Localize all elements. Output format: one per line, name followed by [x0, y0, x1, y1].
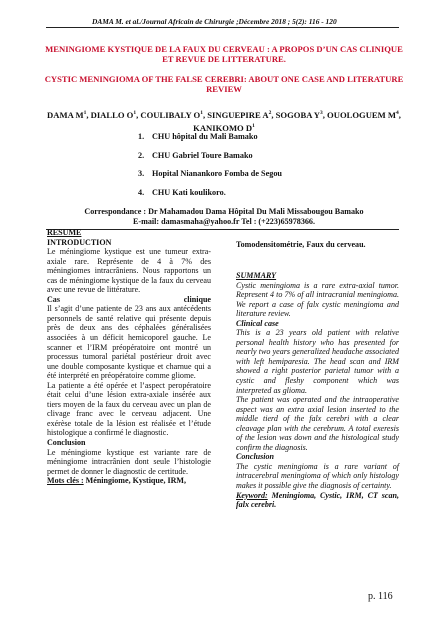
affiliation-item: 1. CHU hôpital du Mali Bamako: [138, 132, 258, 141]
keywords-french: Mots clés : Méningiome, Kystique, IRM,: [47, 476, 187, 486]
correspondence-block: [40, 207, 408, 228]
author: SOGOBA $Y^3$: [275, 109, 323, 120]
author: SINGUEPIRE $A^2$: [207, 109, 272, 120]
summary-intro-paragraph: Cystic meningioma is a rare extra-axial tumor. Represent 4 to 7% of all intracranial meningioma. We report a case of falx cystic meningioma and literature review.: [236, 280, 399, 319]
affiliation-list: [138, 132, 282, 206]
page-number: p. 116: [368, 591, 393, 602]
author-list: DAMA $M^1$, DIALLO $O^1$, COULIBALY $O^1$, SINGUEPIRE $A^2$, SOGOBA $Y^3$, OUOLOGUEM $M^4$, KANIKOMO $D^1$: [47, 109, 401, 133]
affiliation-item: 4. CHU Kati koulikoro.: [138, 187, 226, 197]
author: DAMA $M^1$: [47, 109, 87, 120]
conclusion-paragraph: Le méningiome kystique est variante rare de méningiome intracrânien dont seule l’histologie permet de donner le diagnostic de certitude.: [47, 447, 211, 476]
keywords-english: Keyword: Meningioma, Cystic, IRM, CT scan, falx cerebri.: [236, 490, 399, 510]
clinical-case-paragraph: The patient was operated and the intraoperative aspect was an extra axial lesion inserted to the middle tierd of the falx cerebri with a clear cleavage plan with the cerebrum. A total exeresis of the lesion was down and the histological study confirm the diagnosis.: [236, 395, 399, 452]
summary-conclusion-heading: Conclusion: [236, 452, 275, 462]
intro-heading: INTRODUCTION: [47, 237, 112, 247]
author: DIALLO $O^1$: [90, 109, 137, 120]
conclusion-heading: Conclusion: [47, 438, 86, 448]
author: OUOLOGUEM $M^4$: [327, 109, 399, 120]
running-head: DAMA M. et al./Journal Africain de Chirurgie ;Décembre 2018 ; 5(2): 116 - 120: [92, 17, 337, 26]
intro-paragraph: Le méningiome kystique est une tumeur extra-axiale rare. Représente de 4 à 7% des méningiomes intracrâniens. Nous rapportons un cas de méningiome kystique de la faux du cerveau avec une revue de littérature.: [47, 247, 211, 295]
affiliation-item: 2. CHU Gabriel Toure Bamako: [138, 150, 253, 160]
summary-conclusion-paragraph: The cystic meningioma is a rare variant of intracerebral meningioma of which only histology makes it possible give the diagnosis of certainty.: [236, 461, 399, 491]
title-english: CYSTIC MENINGIOMA OF THE FALSE CEREBRI: ABOUT ONE CASE AND LITERATURE REVIEW: [44, 74, 404, 95]
resume-heading: RESUME: [47, 228, 82, 237]
case-heading: Cas clinique: [47, 294, 211, 304]
author: COULIBALY $O^1$: [140, 109, 203, 120]
case-paragraph: La patiente a été opérée et l’aspect peropératoire était celui d’une lésion extra-axiale insérée aux tiers moyen de la faux du cerveau avec un plan de clivage franc avec le cerveau adjacent. Une exérèse totale de la lésion est réalisée et l’étude histologique a confirmé le diagnostic.: [47, 380, 211, 438]
resume-column: [47, 228, 211, 486]
correspondence-contact: E-mail: damasmaha@yahoo.fr Tel : (+223)65978366.: [133, 217, 315, 227]
correspondence-address: Correspondance : Dr Mahamadou Dama Hôpital Du Mali Missabougou Bamako: [84, 207, 364, 216]
case-paragraph: Il s’agit d’une patiente de 23 ans aux antécédents personnels de santé relative qui présente depuis près de deux ans des céphalées généralisées associées à un déficit hemicoporel gauche. Le scanner et l’IRM préopératoire ont montré un processus tumoral pariétal postérieur droit avec une double composante kystique et charnue qui a été interprété en préopératoire comme gliome.: [47, 304, 211, 381]
clinical-case-paragraph: This is a 23 years old patient with relative personal health history who has presented for nearly two years generalized headache associated with left hemiparesia. The head scan and IRM showed a right posterior parietal tumor with a cystic and fleshy component which was interpreted as glioma.: [236, 328, 399, 395]
author: KANIKOMO $D^1$: [193, 122, 255, 133]
summary-column: [236, 271, 399, 510]
title-french: MENINGIOME KYSTIQUE DE LA FAUX DU CERVEAU : A PROPOS D’UN CAS CLINIQUE ET REVUE DE LITTERATURE.: [45, 44, 403, 65]
clinical-case-heading: Clinical case: [236, 318, 279, 328]
affiliation-item: 3. Hopital Nianankoro Fomba de Segou: [138, 169, 282, 179]
header-rule: [46, 27, 399, 28]
keywords-french-continued: Tomodensitométrie, Faux du cerveau.: [236, 240, 366, 249]
summary-heading: SUMMARY: [236, 271, 277, 280]
